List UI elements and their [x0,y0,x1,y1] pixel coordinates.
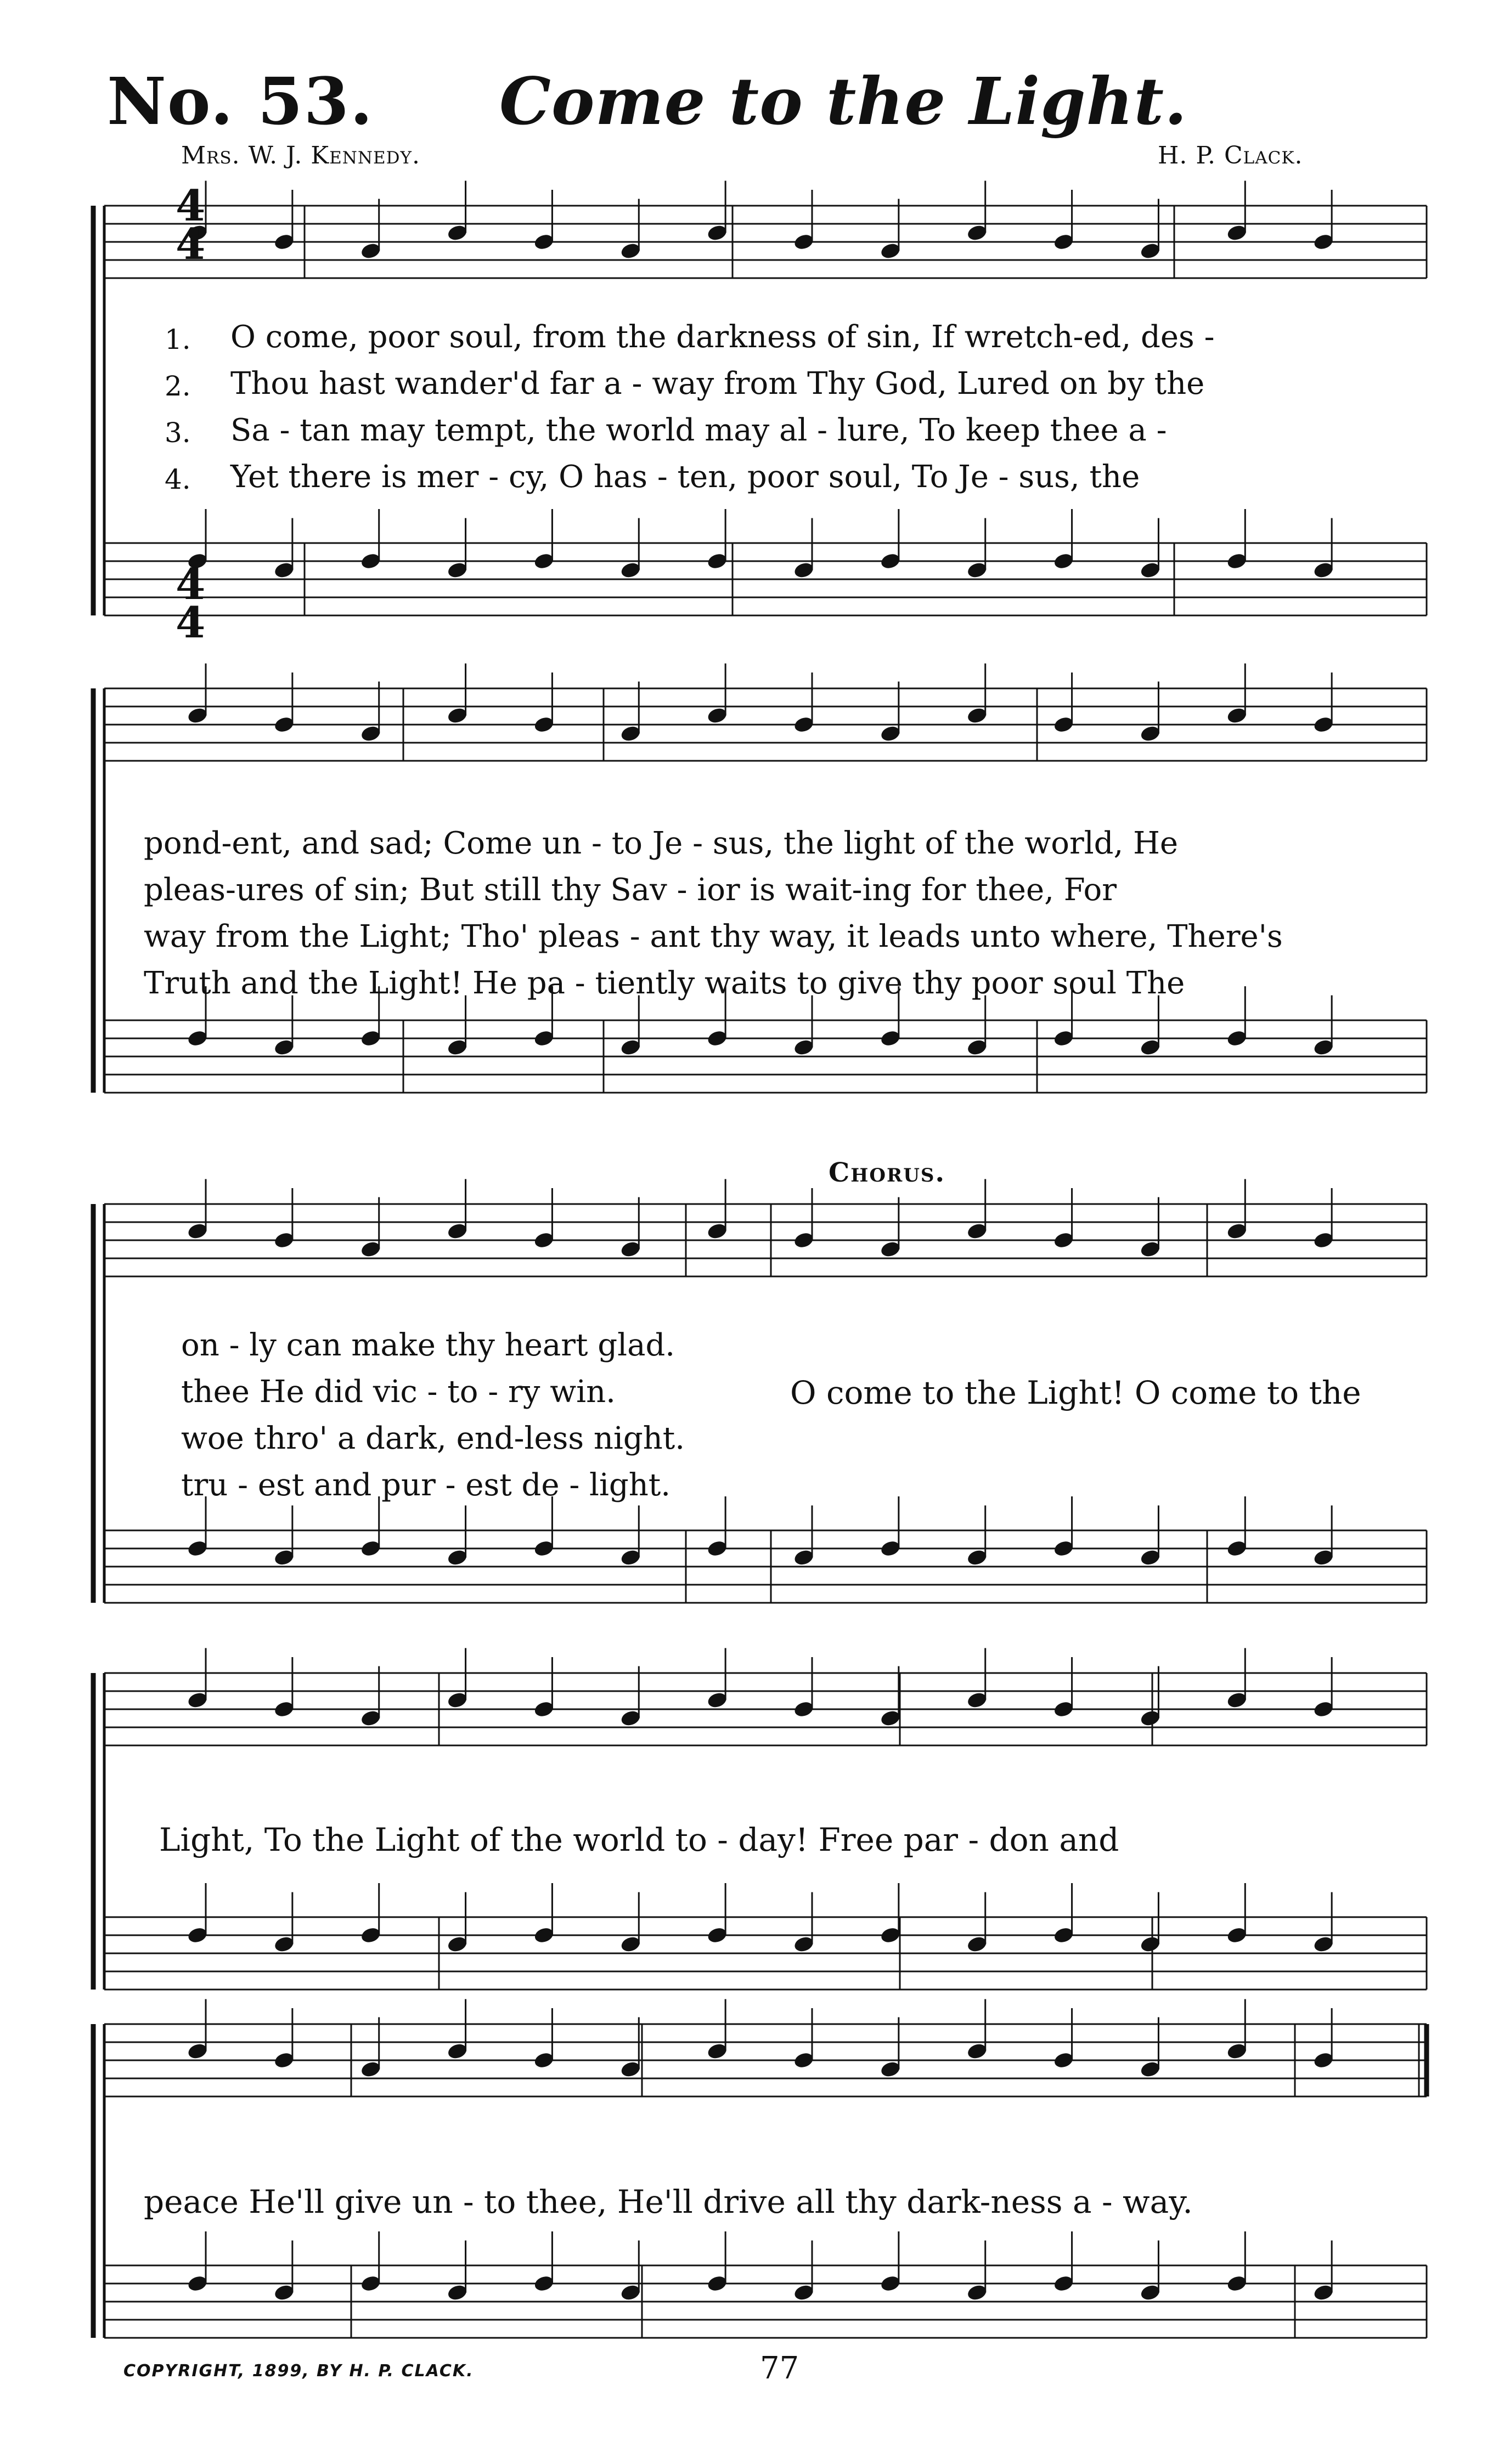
lyricist-credit: Mrs. W. J. Kennedy. [181,142,420,169]
verse-line: way from the Light; Tho' pleas - ant thy way, it leads unto where, There's [144,919,1283,954]
verse-line: pond-ent, and sad; Come un - to Je - sus, the light of the world, He [144,826,1179,861]
verse-line: Truth and the Light! He pa - tiently waits to give thy poor soul The [144,965,1185,1001]
verse-line: Yet there is mer - cy, O has - ten, poor soul, To Je - sus, the [230,459,1140,495]
hymn-title: Come to the Light. [499,63,1188,139]
verse-number: 4. [165,464,191,495]
time-signature-bottom-treble: 4 [176,219,206,269]
verse-number: 1. [165,324,191,355]
verse-line: Sa - tan may tempt, the world may al - lure, To keep thee a - [230,412,1167,448]
time-signature-bottom-bass: 4 [176,598,206,648]
chorus-line: peace He'll give un - to thee, He'll drive all thy dark-ness a - way. [144,2183,1193,2220]
page-number: 77 [760,2350,799,2386]
time-signature-top-bass: 4 [176,560,206,609]
copyright-notice: COPYRIGHT, 1899, BY H. P. CLACK. [123,2361,474,2381]
hymn-number: No. 53. [107,63,374,139]
verse-line: Thou hast wander'd far a - way from Thy God, Lured on by the [230,366,1205,402]
chorus-label: Chorus. [829,1157,946,1188]
verse-line: pleas-ures of sin; But still thy Sav - ior is wait-ing for thee, For [144,872,1117,908]
verse-line: tru - est and pur - est de - light. [181,1467,671,1503]
verse-line: thee He did vic - to - ry win. [181,1374,616,1410]
verse-line: O come, poor soul, from the darkness of sin, If wretch-ed, des - [230,319,1215,355]
chorus-line: Light, To the Light of the world to - day! Free par - don and [159,1821,1119,1858]
composer-credit: H. P. Clack. [1158,142,1303,169]
verse-number: 3. [165,417,191,449]
verse-line: on - ly can make thy heart glad. [181,1327,675,1363]
chorus-line: O come to the Light! O come to the [790,1374,1361,1411]
verse-number: 2. [165,370,191,402]
time-signature-top-treble: 4 [176,181,206,231]
verse-line: woe thro' a dark, end-less night. [181,1421,685,1456]
